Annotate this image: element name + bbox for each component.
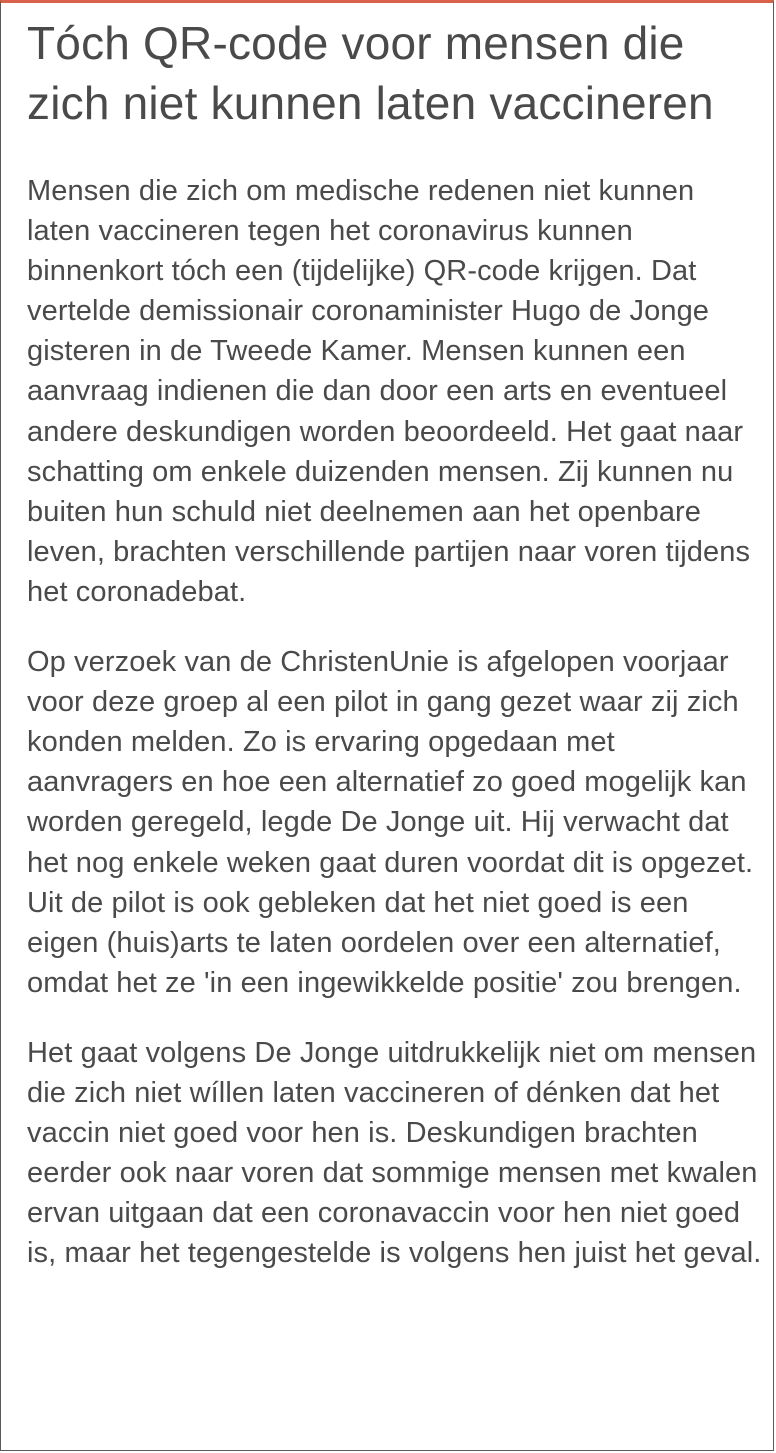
article-paragraph: Op verzoek van de ChristenUnie is afgelopen voorjaar voor deze groep al een pilot in gang gezet waar zij zich konden melden. Zo is ervaring opgedaan met aanvragers en hoe een alternatief zo goed mogelijk kan worden geregeld, legde De Jonge uit. Hij verwacht dat het nog enkele weken gaat duren voordat dit is opgezet. Uit de pilot is ook gebleken dat het niet goed is een eigen (huis)arts te laten oordelen over een alternatief, omdat het ze 'in een ingewikkelde positie' zou brengen. [27, 646, 754, 999]
article-title: Tóch QR-code voor mensen die zich niet kunnen laten vaccineren [27, 17, 714, 129]
article-paragraph: Mensen die zich om medische redenen niet kunnen laten vaccineren tegen het coronavirus kunnen binnenkort tóch een (tijdelijke) QR-code krijgen. Dat vertelde demissionair coronaminister Hugo de Jonge gisteren in de Tweede Kamer. Mensen kunnen een aanvraag indienen die dan door een arts en eventueel andere deskundigen worden beoordeeld. Het gaat naar schatting om enkele duizenden mensen. Zij kunnen nu buiten hun schuld niet deelnemen aan het openbare leven, brachten verschillende partijen naar voren tijdens het coronadebat. [27, 175, 751, 608]
article-content [27, 13, 763, 1303]
article-paragraph: Het gaat volgens De Jonge uitdrukkelijk niet om mensen die zich niet wíllen laten vaccineren of dénken dat het vaccin niet goed voor hen is. Deskundigen brachten eerder ook naar voren dat sommige mensen met kwalen ervan uitgaan dat een coronavaccin voor hen niet goed is, maar het tegengestelde is volgens hen juist het geval. [27, 1036, 762, 1270]
